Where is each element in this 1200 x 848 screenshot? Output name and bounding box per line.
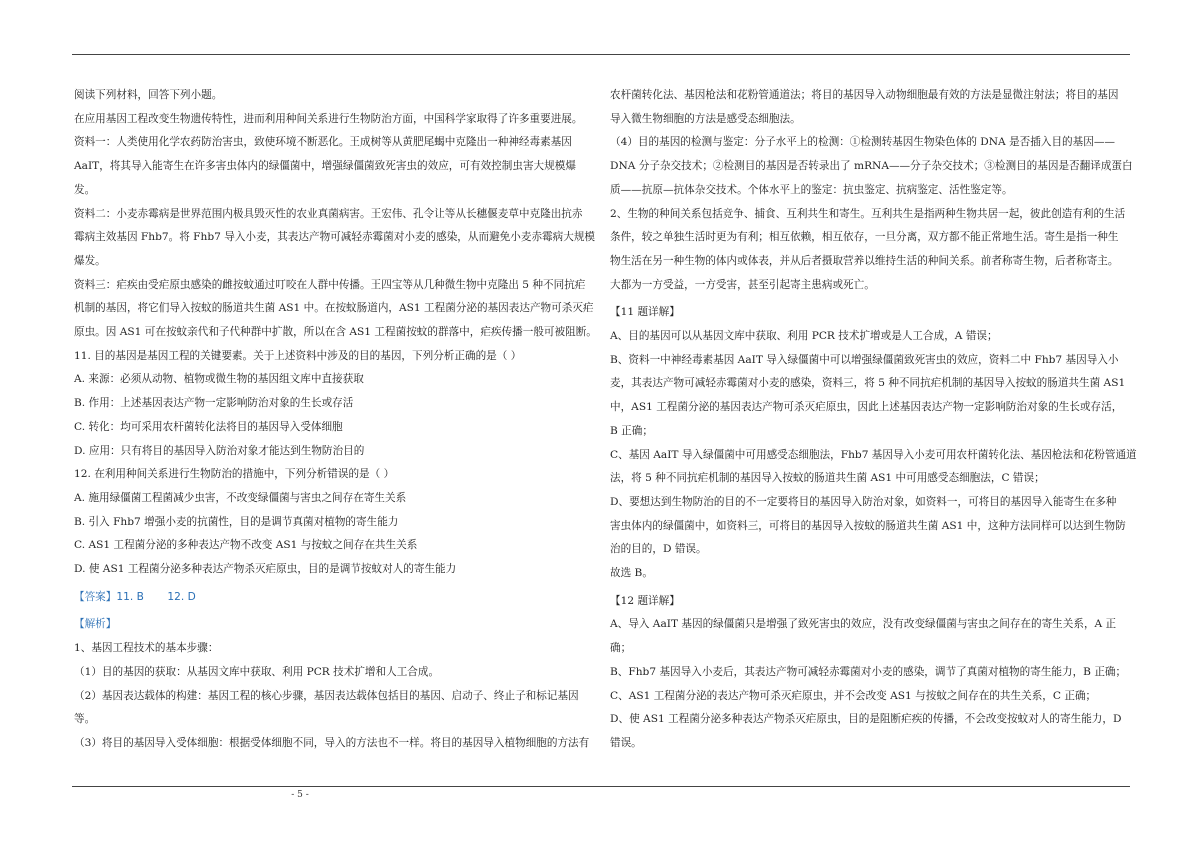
paragraph-line: A、导入 AaIT 基因的绿僵菌只是增强了致死害虫的效应，没有改变绿僵菌与害虫之间存在的寄生关系，A 正 <box>610 618 1117 631</box>
option-line: D. 应用：只有将目的基因导入防治对象才能达到生物防治目的 <box>74 444 365 457</box>
paragraph-line: （3）将目的基因导入受体细胞：根据受体细胞不同，导入的方法也不一样。将目的基因导入植物细胞的方法有 <box>74 736 590 749</box>
option-line: C. 转化：均可采用农杆菌转化法将目的基因导入受体细胞 <box>74 420 343 433</box>
paragraph-line: 导入微生物细胞的方法是感受态细胞法。 <box>610 112 801 125</box>
option-line: D. 使 AS1 工程菌分泌多种表达产物杀灭疟原虫，目的是调节按蚊对人的寄生能力 <box>74 563 457 576</box>
paragraph-line: 资料二：小麦赤霉病是世界范围内极具毁灭性的农业真菌病害。王宏伟、孔令让等从长穗偃麦草中克隆出抗赤 <box>74 207 583 220</box>
footer-rule <box>72 786 1130 787</box>
paragraph-line: DNA 分子杂交技术；②检测目的基因是否转录出了 mRNA——分子杂交技术；③检测目的基因是否翻译成蛋白 <box>610 160 1133 173</box>
right-column <box>610 84 1137 756</box>
paragraph-line: 法，将 5 种不同抗疟机制的基因导入按蚊的肠道共生菌 AS1 中可用感受态细胞法，C 错误； <box>610 472 1045 485</box>
paragraph-line: 条件，较之单独生活时更为有利；相互依赖，相互依存，一旦分离，双方都不能正常地生活。寄生是指一种生 <box>610 231 1119 244</box>
paragraph-line: 故选 B。 <box>610 567 653 580</box>
answer-line <box>74 586 594 610</box>
analysis-text <box>74 637 594 756</box>
paragraph-line: 在应用基因工程改变生物遗传特性，进而利用种间关系进行生物防治方面，中国科学家取得了许多重要进展。 <box>74 112 583 125</box>
page-number: - 5 - <box>291 790 309 800</box>
paragraph-line: 霉病主效基因 Fhb7。将 Fhb7 导入小麦，其表达产物可减轻赤霉菌对小麦的感染，从而避免小麦赤霉病大规模 <box>74 231 596 244</box>
question-12-options <box>74 487 594 582</box>
paragraph-line: 中，AS1 工程菌分泌的基因表达产物可杀灭疟原虫，因此上述基因表达产物一定影响防治对象的生长或存活， <box>610 401 1123 414</box>
paragraph-line: 爆发。 <box>74 254 106 267</box>
paragraph-line: 原虫。因 AS1 可在按蚊亲代和子代种群中扩散，所以在含 AS1 工程菌按蚊的群落中，疟疾传播一般可被阻断。 <box>74 326 597 339</box>
header-rule <box>72 54 1130 55</box>
paragraph-line: 1、基因工程技术的基本步骤： <box>74 642 219 655</box>
paragraph-line: 害虫体内的绿僵菌中，如资料三，可将目的基因导入按蚊的肠道共生菌 AS1 中，这种方法同样可以达到生物防 <box>610 519 1126 532</box>
paragraph-line: B、资料一中神经毒素基因 AaIT 导入绿僵菌中可以增强绿僵菌致死害虫的效应，资料二中 Fhb7 基因导入小 <box>610 353 1119 366</box>
paragraph-line: 发。 <box>74 183 96 196</box>
analysis-label: 【解析】 <box>74 618 117 631</box>
detail-12 <box>610 613 1130 755</box>
paragraph-line: 错误。 <box>610 736 642 749</box>
option-line: A. 来源：必须从动物、植物或微生物的基因组文库中直接获取 <box>74 373 364 386</box>
paragraph-line: 资料三：疟疾由受疟原虫感染的雌按蚊通过叮咬在人群中传播。王四宝等从几种微生物中克隆出 5 种不同抗疟 <box>74 278 586 291</box>
heading-12-detail: 【12 题详解】 <box>610 594 680 607</box>
paragraph-line: B 正确； <box>610 424 653 437</box>
intro-text <box>74 84 597 345</box>
analysis-continued <box>610 84 1133 297</box>
paragraph-line: C、AS1 工程菌分泌的表达产物可杀灭疟原虫，并不会改变 AS1 与按蚊之间存在的共生关系，C 正确； <box>610 689 1097 702</box>
paragraph-line: 大都为一方受益，一方受害，甚至引起寄主患病或死亡。 <box>610 278 875 291</box>
option-line: C. AS1 工程菌分泌的多种表达产物不改变 AS1 与按蚊之间存在共生关系 <box>74 539 418 552</box>
paragraph-line: 阅读下列材料，回答下列小题。 <box>74 89 223 101</box>
paragraph-line: A、目的基因可以从基因文库中获取、利用 PCR 技术扩增或是人工合成，A 错误； <box>610 330 998 343</box>
paragraph-line: （2）基因表达载体的构建：基因工程的核心步骤，基因表达载体包括目的基因、启动子、终止子和标记基因 <box>74 689 579 702</box>
paragraph-line: 物生活在另一种生物的体内或体表，并从后者摄取营养以维持生活的种间关系。前者称寄生物，后者称寄主。 <box>610 254 1119 267</box>
question-11: 11. 目的基因是基因工程的关键要素。关于上述资料中涉及的目的基因，下列分析正确的是（ ） <box>74 349 522 362</box>
paragraph-line: D、使 AS1 工程菌分泌多种表达产物杀灭疟原虫，目的是阻断疟疾的传播，不会改变按蚊对人的寄生能力，D <box>610 713 1122 726</box>
paragraph-line: D、要想达到生物防治的目的不一定要将目的基因导入防治对象，如资料一，可将目的基因导入能寄生在多种 <box>610 495 1117 508</box>
paragraph-line: 等。 <box>74 713 96 726</box>
question-12: 12. 在利用种间关系进行生物防治的措施中，下列分析错误的是（ ） <box>74 468 395 481</box>
paragraph-line: （1）目的基因的获取：从基因文库中获取、利用 PCR 技术扩增和人工合成。 <box>74 665 440 678</box>
paragraph-line: 确； <box>610 642 632 655</box>
detail-11 <box>610 325 1137 586</box>
paragraph-line: 麦，其表达产物可减轻赤霉菌对小麦的感染，资料三，将 5 种不同抗疟机制的基因导入按蚊的肠道共生菌 AS1 <box>610 377 1126 390</box>
paragraph-line: B、Fhb7 基因导入小麦后，其表达产物可减轻赤霉菌对小麦的感染，调节了真菌对植物的寄生能力，B 正确； <box>610 665 1127 678</box>
paragraph-line: AaIT，将其导入能寄生在许多害虫体内的绿僵菌中，增强绿僵菌致死害虫的效应，可有效控制虫害大规模爆 <box>74 160 576 173</box>
answer-label: 【答案】 <box>74 590 117 603</box>
paragraph-line: 质——抗原—抗体杂交技术。个体水平上的鉴定：抗虫鉴定、抗病鉴定、活性鉴定等。 <box>610 183 1013 196</box>
option-line: B. 引入 Fhb7 增强小麦的抗菌性，目的是调节真菌对植物的寄生能力 <box>74 515 399 528</box>
paragraph-line: （4）目的基因的检测与鉴定：分子水平上的检测：①检测转基因生物染色体的 DNA 是否插入目的基因—— <box>610 136 1116 149</box>
paragraph-line: 治的目的，D 错误。 <box>610 543 707 556</box>
paragraph-line: C、基因 AaIT 导入绿僵菌中可用感受态细胞法，Fhb7 基因导入小麦可用农杆菌转化法、基因枪法和花粉管通道 <box>610 448 1137 461</box>
paragraph-line: 农杆菌转化法、基因枪法和花粉管通道法；将目的基因导入动物细胞最有效的方法是显微注射法；将目的基因 <box>610 89 1119 101</box>
answer-text: 11. B 12. D <box>116 590 196 603</box>
option-line: A. 施用绿僵菌工程菌减少虫害，不改变绿僵菌与害虫之间存在寄生关系 <box>74 491 407 504</box>
paragraph-line: 机制的基因，将它们导入按蚊的肠道共生菌 AS1 中。在按蚊肠道内，AS1 工程菌分泌的基因表达产物可杀灭疟 <box>74 302 594 315</box>
heading-11-detail: 【11 题详解】 <box>610 306 680 319</box>
left-column <box>74 84 597 756</box>
question-11-options <box>74 368 594 463</box>
paragraph-line: 2、生物的种间关系包括竞争、捕食、互利共生和寄生。互利共生是指两种生物共居一起，彼此创造有利的生活 <box>610 207 1126 220</box>
option-line: B. 作用：上述基因表达产物一定影响防治对象的生长或存活 <box>74 397 354 410</box>
paragraph-line: 资料一：人类使用化学农药防治害虫，致使环境不断恶化。王成树等从黄肥尾蝎中克隆出一种神经毒素基因 <box>74 136 572 149</box>
